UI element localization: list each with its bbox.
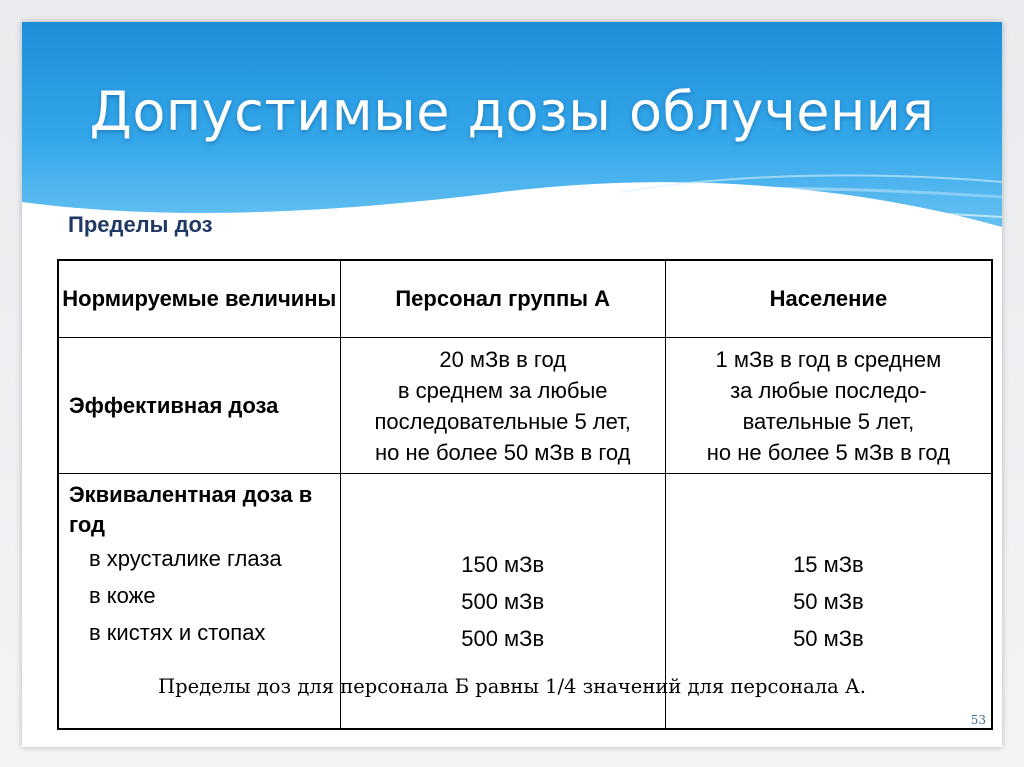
cell-line: за любые последо- [730, 377, 927, 403]
cell-value: 50 мЗв [793, 589, 864, 614]
header-regulated-values [58, 260, 340, 338]
cell-value: 500 мЗв [461, 626, 545, 651]
equivalent-dose-label: Эквивалентная доза в год [69, 482, 313, 537]
effective-dose-label: Эффективная доза [58, 338, 340, 474]
table-row [58, 338, 992, 474]
slide [22, 22, 1002, 747]
header-population: Население [665, 260, 992, 338]
subtitle-dose-limits: Пределы доз [68, 212, 213, 237]
header-personnel-a: Персонал группы А [340, 260, 665, 338]
effective-dose-population [665, 338, 992, 474]
footnote: Пределы доз для персонала Б равны 1/4 значений для персонала А. [158, 675, 866, 698]
cell-line: в среднем за любые [397, 377, 608, 403]
dose-limits-table [57, 259, 993, 730]
effective-dose-personnel-a [340, 338, 665, 474]
cell-line: но не более 50 мЗв в год [374, 439, 631, 465]
organ-hands-feet: в кистях и стопах [89, 620, 266, 645]
cell-value: 150 мЗв [461, 552, 545, 577]
cell-value: 50 мЗв [793, 626, 864, 651]
cell-line: вательные 5 лет, [742, 408, 915, 434]
cell-line: но не более 5 мЗв в год [706, 439, 951, 465]
cell-line: 1 мЗв в год в среднем [715, 346, 942, 372]
header-text: Нормируемые величины [62, 286, 337, 311]
cell-line: последовательные 5 лет, [374, 408, 631, 434]
table-header-row [58, 260, 992, 338]
cell-value: 500 мЗв [461, 589, 545, 614]
organ-eye-lens: в хрусталике глаза [89, 546, 282, 571]
slide-title: Допустимые дозы облучения [89, 80, 935, 143]
page-number: 53 [970, 713, 986, 727]
cell-value: 15 мЗв [793, 552, 864, 577]
organ-skin: в коже [89, 583, 156, 608]
cell-line: 20 мЗв в год [439, 346, 567, 372]
